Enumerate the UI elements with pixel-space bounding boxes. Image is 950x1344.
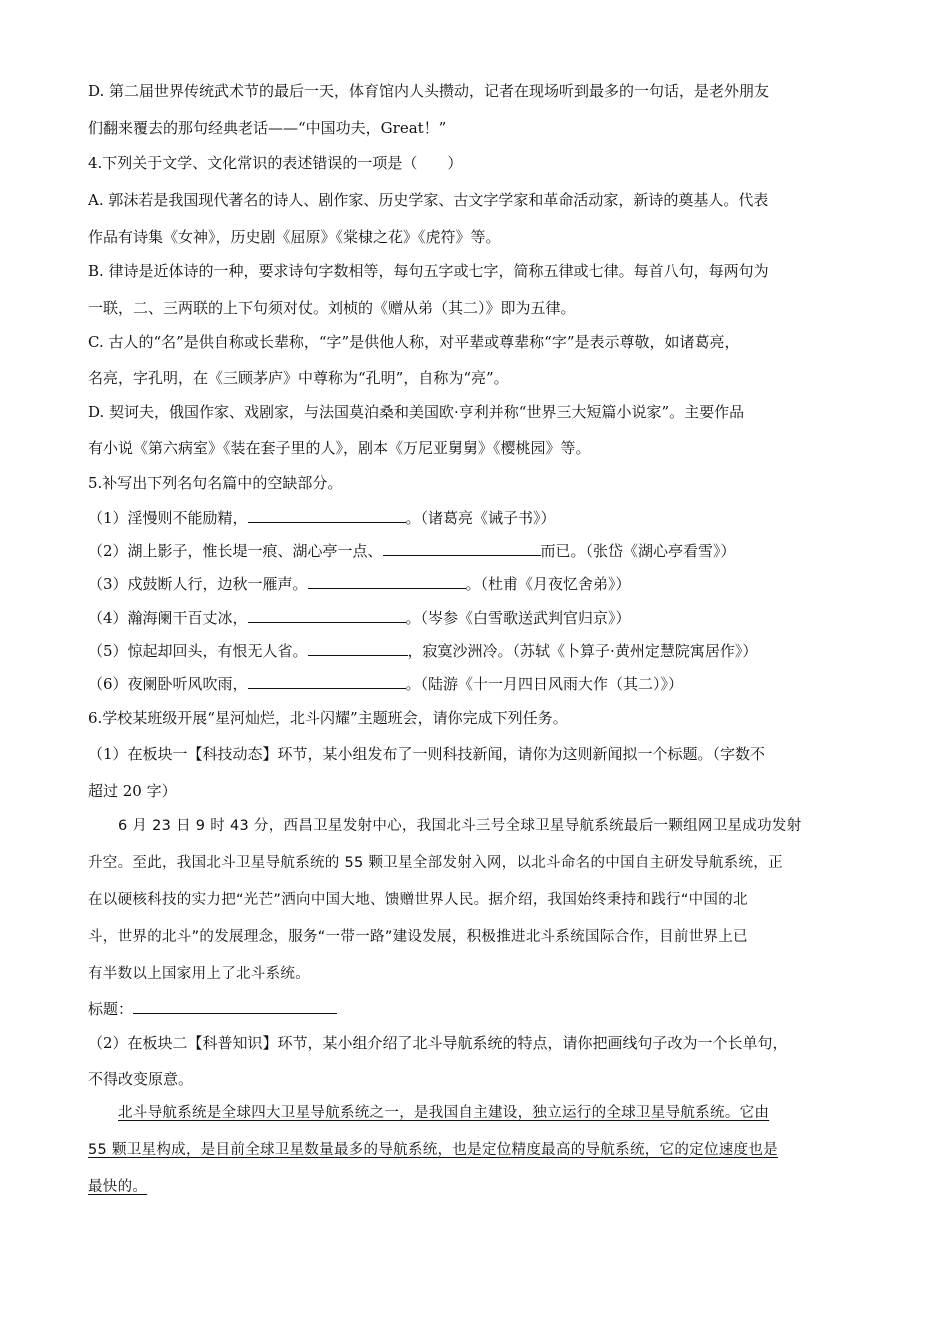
q5-item-6-post: 。（陆游《十一月四日风雨大作（其二）》） xyxy=(405,675,684,693)
q4-option-c-line2: 名亮，字孔明，在《三顾茅庐》中尊称为“孔明”，自称为“亮”。 xyxy=(88,369,509,387)
q6-part2-line2: 不得改变原意。 xyxy=(88,1070,194,1088)
q5-item-6 xyxy=(88,673,683,695)
q5-item-3-blank[interactable] xyxy=(308,574,466,589)
q4-option-d-line1: D. 契诃夫，俄国作家、戏剧家，与法国莫泊桑和美国欧·亨利并称“世界三大短篇小说家”。主要作品 xyxy=(88,403,745,421)
news-line-1: 6 月 23 日 9 时 43 分，西昌卫星发射中心，我国北斗三号全球卫星导航系统最后一颗组网卫星成功发射 xyxy=(118,818,802,834)
q4-option-a-line1: A. 郭沫若是我国现代著名的诗人、剧作家、历史学家、古文字学家和革命活动家，新诗的奠基人。代表 xyxy=(88,191,769,209)
q5-item-2-blank[interactable] xyxy=(383,541,541,556)
news-line-3: 在以硬核科技的实力把“光芒”洒向中国大地、馈赠世界人民。据介绍，我国始终秉持和践行“中国的北 xyxy=(88,892,748,908)
q5-item-2-post: 而已。（张岱《湖心亭看雪》） xyxy=(540,542,736,560)
q4-option-b-line2: 一联，二、三两联的上下句须对仗。刘桢的《赠从弟（其二）》即为五律。 xyxy=(88,299,576,317)
underlined-line-3: 最快的。 xyxy=(88,1179,148,1195)
q5-item-5-pre: （5）惊起却回头，有恨无人省。 xyxy=(88,642,308,660)
q6-part1-line1: （1）在板块一【科技动态】环节，某小组发布了一则科技新闻，请你为这则新闻拟一个标题。（字数不 xyxy=(88,745,766,763)
q5-item-2-pre: （2）湖上影子，惟长堤一痕、湖心亭一点、 xyxy=(88,542,383,560)
q5-item-1 xyxy=(88,507,556,529)
q3-option-d-line1: D. 第二届世界传统武术节的最后一天，体育馆内人头攒动，记者在现场听到最多的一句话，是老外朋友 xyxy=(88,82,770,100)
q5-item-5-post: ，寂寞沙洲冷。（苏轼《卜算子·黄州定慧院寓居作》） xyxy=(407,642,758,660)
q5-item-3 xyxy=(88,573,631,595)
q6-part1-line2: 超过 20 字） xyxy=(88,782,177,800)
q5-item-1-blank[interactable] xyxy=(248,508,406,523)
q5-item-1-post: 。（诸葛亮《诫子书》） xyxy=(405,509,556,527)
q5-item-4-blank[interactable] xyxy=(248,608,406,623)
q6-part2-line1: （2）在板块二【科普知识】环节，某小组介绍了北斗导航系统的特点，请你把画线句子改为一个长单句， xyxy=(88,1034,788,1052)
news-line-2: 升空。至此，我国北斗卫星导航系统的 55 颗卫星全部发射入网，以北斗命名的中国自主研发导航系统，正 xyxy=(88,855,783,871)
q5-item-2 xyxy=(88,540,736,562)
title-label: 标题： xyxy=(88,1000,134,1018)
q5-item-6-blank[interactable] xyxy=(248,674,406,689)
title-answer-row xyxy=(88,998,337,1020)
q4-option-d-line2: 有小说《第六病室》《装在套子里的人》，剧本《万尼亚舅舅》《樱桃园》等。 xyxy=(88,439,591,457)
q3-option-d-line2: 们翻来覆去的那句经典老话——“中国功夫，Great！” xyxy=(88,119,447,137)
underlined-line-2: 55 颗卫星构成，是目前全球卫星数量最多的导航系统，也是定位精度最高的导航系统，它的定位速度也是 xyxy=(88,1142,778,1158)
q4-stem: 4.下列关于文学、文化常识的表述错误的一项是（ ） xyxy=(88,154,463,172)
q6-stem: 6.学校某班级开展“星河灿烂，北斗闪耀”主题班会，请你完成下列任务。 xyxy=(88,709,568,727)
q5-item-4-post: 。（岑参《白雪歌送武判官归京》） xyxy=(405,609,631,627)
q4-option-a-line2: 作品有诗集《女神》，历史剧《屈原》《棠棣之花》《虎符》等。 xyxy=(88,228,501,246)
q5-item-5-blank[interactable] xyxy=(308,641,408,656)
q5-item-1-pre: （1）淫慢则不能励精， xyxy=(88,509,248,527)
q5-stem: 5.补写出下列名句名篇中的空缺部分。 xyxy=(88,474,343,492)
news-line-5: 有半数以上国家用上了北斗系统。 xyxy=(88,966,310,982)
news-line-4: 斗，世界的北斗”的发展理念，服务“一带一路”建设发展，积极推进北斗系统国际合作，目前世界上已 xyxy=(88,929,748,945)
q5-item-3-pre: （3）戍鼓断人行，边秋一雁声。 xyxy=(88,575,308,593)
q4-option-b-line1: B. 律诗是近体诗的一种，要求诗句字数相等，每句五字或七字，简称五律或七律。每首八句，每两句为 xyxy=(88,262,769,280)
q5-item-4-pre: （4）瀚海阑干百丈冰， xyxy=(88,609,248,627)
q5-item-4 xyxy=(88,607,631,629)
q4-option-c-line1: C. 古人的“名”是供自称或长辈称，“字”是供他人称，对平辈或尊辈称“字”是表示尊敬，如诸葛亮， xyxy=(88,333,740,351)
title-answer-blank[interactable] xyxy=(133,999,337,1014)
q5-item-6-pre: （6）夜阑卧听风吹雨， xyxy=(88,675,248,693)
q5-item-3-post: 。（杜甫《月夜忆舍弟》） xyxy=(465,575,631,593)
underlined-line-1: 北斗导航系统是全球四大卫星导航系统之一，是我国自主建设，独立运行的全球卫星导航系统。它由 xyxy=(118,1105,770,1121)
q5-item-5 xyxy=(88,640,757,662)
